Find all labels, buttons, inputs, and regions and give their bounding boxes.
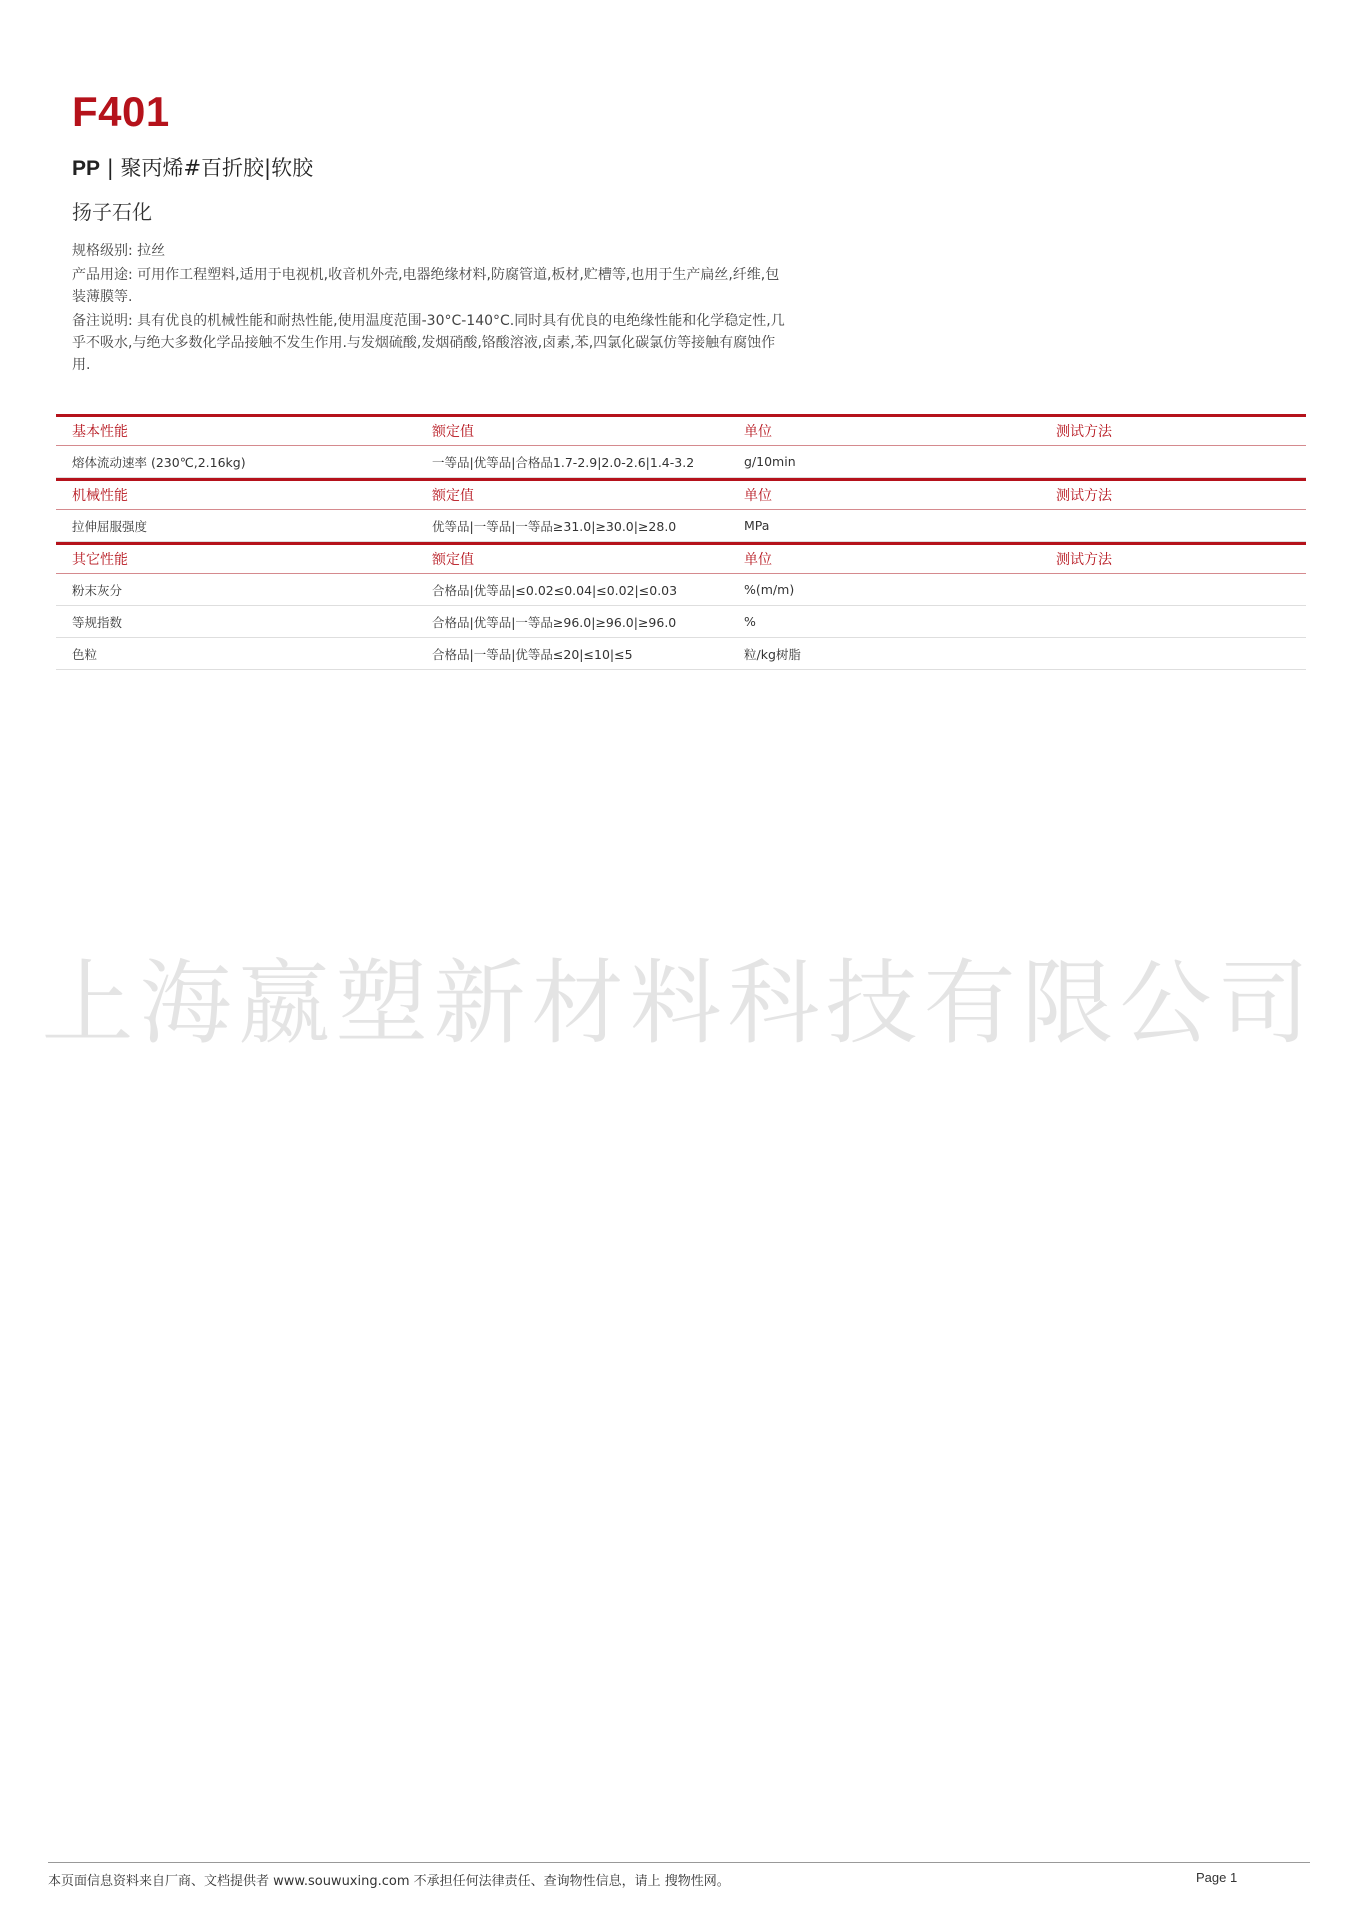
- property-value: 优等品|一等品|一等品≥31.0|≥30.0|≥28.0: [432, 518, 677, 534]
- properties-table: [56, 414, 1306, 670]
- table-row: [56, 606, 1306, 638]
- page-number: Page 1: [1196, 1870, 1238, 1885]
- property-unit: g/10min: [744, 454, 796, 469]
- section-header-other: [56, 542, 1306, 574]
- property-unit: 粒/kg树脂: [744, 646, 801, 662]
- product-title: F401: [72, 88, 170, 135]
- property-value: 合格品|优等品|≤0.02≤0.04|≤0.02|≤0.03: [432, 582, 678, 598]
- property-unit: %: [744, 614, 756, 629]
- property-name: 色粒: [72, 646, 98, 662]
- property-name: 熔体流动速率 (230℃,2.16kg): [72, 454, 246, 470]
- property-name: 拉伸屈服强度: [72, 518, 148, 534]
- property-unit: %(m/m): [744, 582, 795, 597]
- header-value: 额定值: [432, 424, 474, 440]
- company-watermark: 上海嬴塑新材料科技有限公司: [41, 950, 1316, 1057]
- property-name: 等规指数: [72, 614, 123, 630]
- header-unit: 单位: [744, 552, 772, 568]
- property-unit: MPa: [744, 518, 770, 533]
- header-property: 其它性能: [72, 552, 128, 568]
- usage-line: 产品用途: 可用作工程塑料,适用于电视机,收音机外壳,电器绝缘材料,防腐管道,板材,贮槽等,也用于生产扁丝,纤维,包装薄膜等.: [72, 267, 780, 305]
- grade-line: 规格级别: 拉丝: [72, 243, 166, 259]
- table-row: [56, 638, 1306, 670]
- footer-divider: [48, 1862, 1310, 1863]
- header-property: 基本性能: [72, 424, 128, 440]
- material-category-text: | 聚丙烯#百折胶|软胶: [100, 156, 314, 180]
- header-value: 额定值: [432, 552, 474, 568]
- header-property: 机械性能: [72, 488, 128, 504]
- header-unit: 单位: [744, 424, 772, 440]
- header-method: 测试方法: [1056, 552, 1112, 568]
- header-method: 测试方法: [1056, 488, 1112, 504]
- remark-line: 备注说明: 具有优良的机械性能和耐热性能,使用温度范围-30°C-140°C.同时具有优良的电绝缘性能和化学稳定性,几乎不吸水,与绝大多数化学品接触不发生作用.与发烟硫酸,发烟硝酸,铬酸溶液,卤素,苯,四氯化碳氯仿等接触有腐蚀作用.: [72, 313, 785, 373]
- table-row: [56, 510, 1306, 542]
- material-abbreviation: PP: [72, 157, 101, 180]
- header-value: 额定值: [432, 488, 474, 504]
- table-row: [56, 446, 1306, 478]
- section-header-mechanical: [56, 478, 1306, 510]
- product-category: [72, 152, 313, 182]
- footer-disclaimer: 本页面信息资料来自厂商、文档提供者 www.souwuxing.com 不承担任何法律责任、查询物性信息，请上 搜物性网。: [48, 1874, 730, 1889]
- header-unit: 单位: [744, 488, 772, 504]
- table-row: [56, 574, 1306, 606]
- header-method: 测试方法: [1056, 424, 1112, 440]
- supplier-name: 扬子石化: [72, 200, 152, 224]
- property-name: 粉末灰分: [72, 582, 123, 598]
- product-description: [72, 240, 792, 378]
- property-value: 合格品|优等品|一等品≥96.0|≥96.0|≥96.0: [432, 614, 677, 630]
- property-value: 一等品|优等品|合格品1.7-2.9|2.0-2.6|1.4-3.2: [432, 454, 695, 470]
- property-value: 合格品|一等品|优等品≤20|≤10|≤5: [432, 646, 633, 662]
- section-header-basic: [56, 414, 1306, 446]
